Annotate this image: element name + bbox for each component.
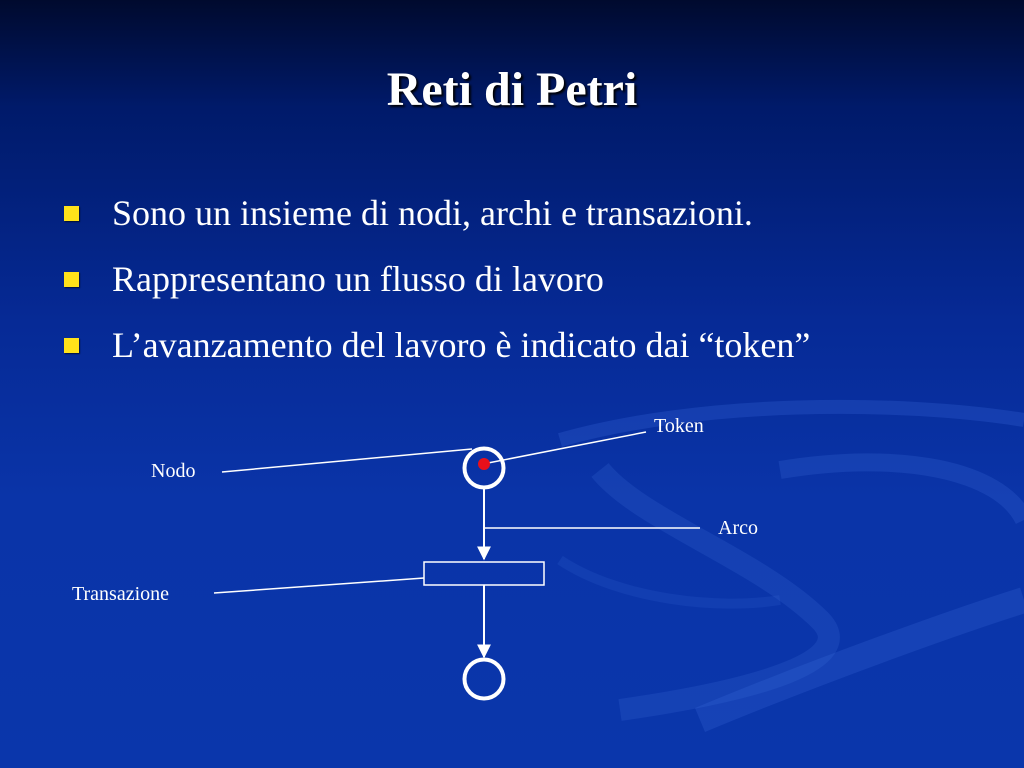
nodo-callout-line bbox=[222, 449, 472, 472]
bullet-text: Rappresentano un flusso di lavoro bbox=[112, 259, 604, 299]
token-callout-line bbox=[488, 432, 646, 463]
arco-label: Arco bbox=[718, 517, 758, 539]
token-label: Token bbox=[654, 415, 704, 437]
token-dot bbox=[478, 458, 490, 470]
place-node-bottom bbox=[465, 660, 504, 699]
transition-box bbox=[424, 562, 544, 585]
transazione-label: Transazione bbox=[72, 583, 170, 605]
transazione-callout-line bbox=[214, 578, 424, 593]
bullet-text: Sono un insieme di nodi, archi e transazioni. bbox=[112, 193, 753, 233]
slide-title: Reti di Petri bbox=[386, 63, 638, 116]
nodo-label: Nodo bbox=[151, 460, 196, 482]
bullet-text: L’avanzamento del lavoro è indicato dai “token” bbox=[112, 325, 811, 365]
